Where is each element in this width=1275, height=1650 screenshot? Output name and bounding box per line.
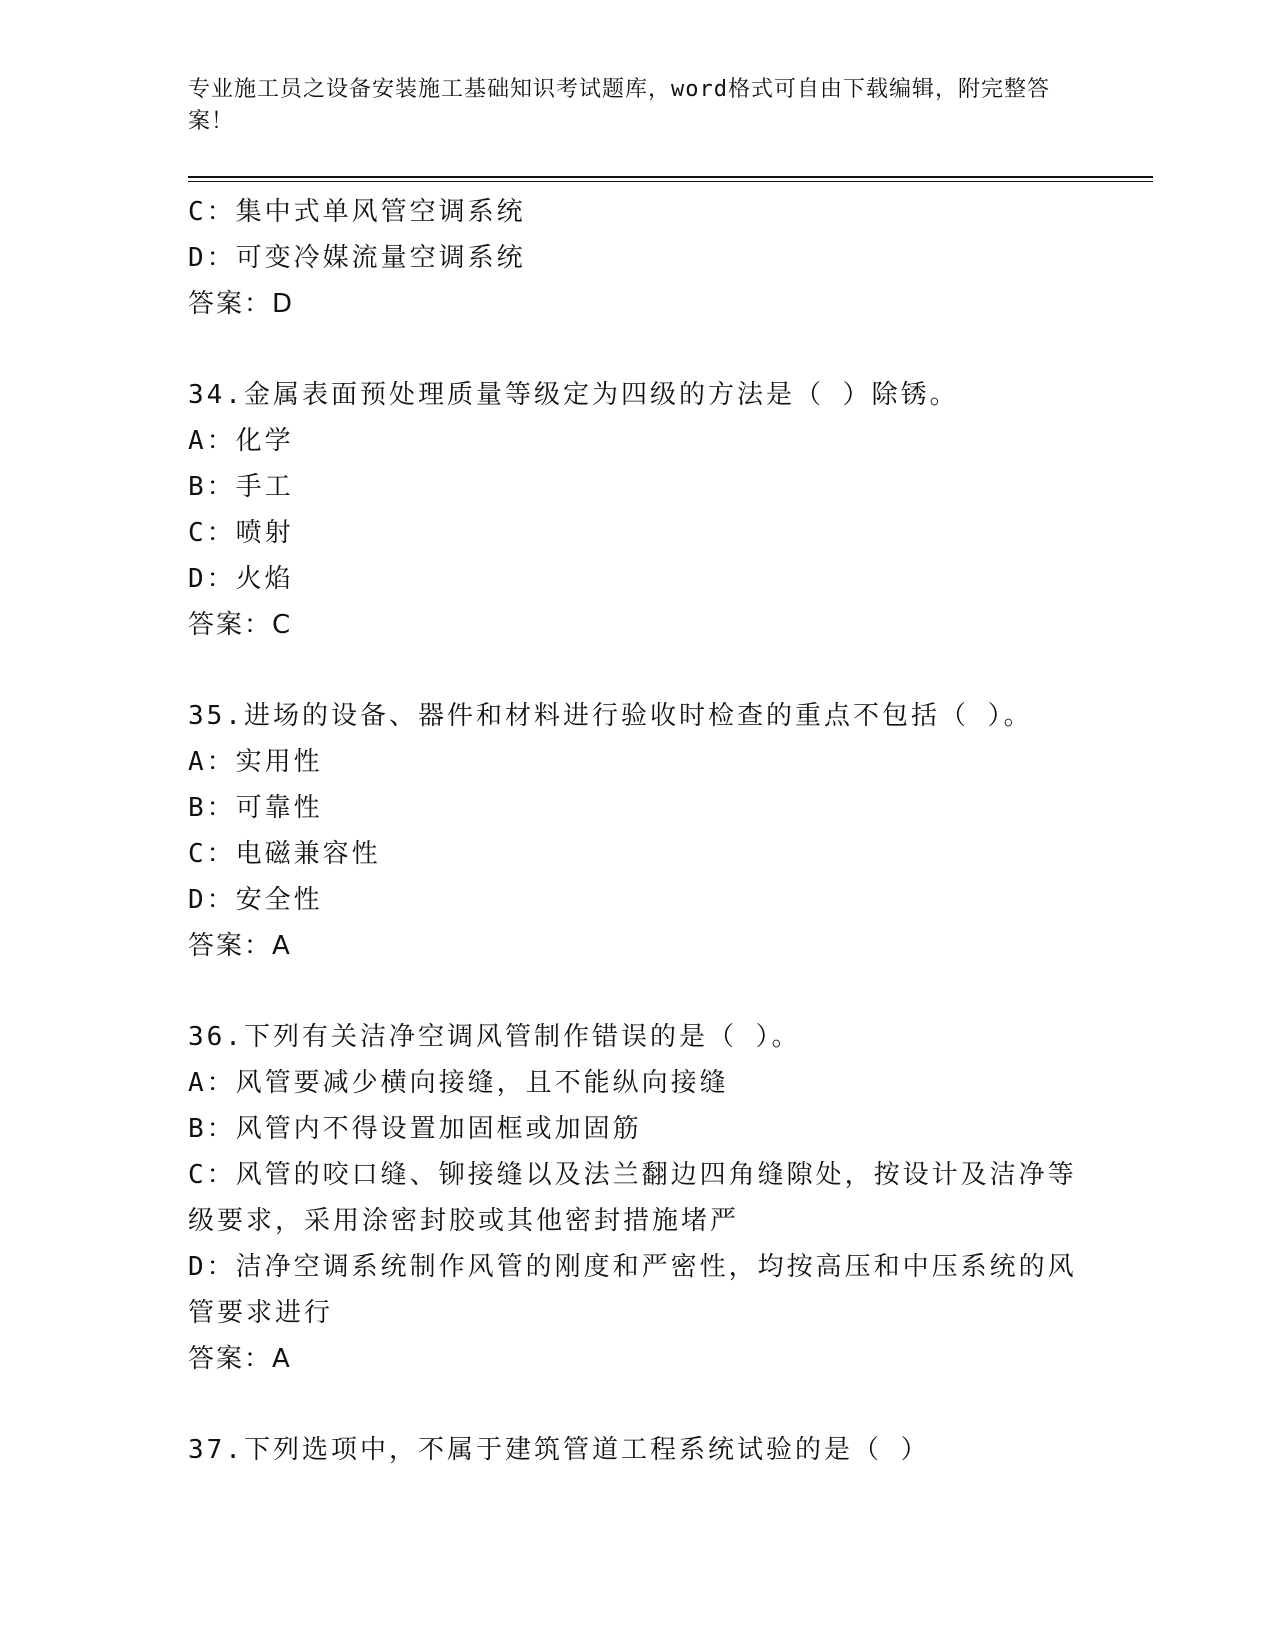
option-line: C：风管的咬口缝、铆接缝以及法兰翻边四角缝隙处，按设计及洁净等级要求，采用涂密封胶或其他密封措施堵严 (188, 1160, 1077, 1236)
option-line: A：实用性 (188, 747, 323, 777)
answer-line: 答案：C (188, 610, 293, 640)
question-body (188, 189, 1078, 1473)
spacer (188, 969, 1078, 1014)
answer-line: 答案：D (188, 289, 295, 319)
option-line: A：化学 (188, 426, 294, 456)
option-line: C：集中式单风管空调系统 (188, 197, 526, 227)
answer-line: 答案：A (188, 1344, 292, 1374)
spacer (188, 1382, 1078, 1427)
option-line: D：火焰 (188, 564, 294, 594)
spacer (188, 648, 1078, 693)
header-divider-thin (188, 181, 1153, 182)
header-divider-thick (188, 176, 1153, 178)
option-line: B：风管内不得设置加固框或加固筋 (188, 1114, 642, 1144)
option-line: B：可靠性 (188, 793, 323, 823)
question-stem: 34.金属表面预处理质量等级定为四级的方法是（ ）除锈。 (188, 380, 959, 410)
spacer (188, 327, 1078, 372)
option-line: C：电磁兼容性 (188, 839, 381, 869)
option-line: B：手工 (188, 472, 294, 502)
answer-line: 答案：A (188, 931, 292, 961)
question-stem: 37.下列选项中，不属于建筑管道工程系统试验的是（ ） (188, 1435, 930, 1465)
option-line: D：安全性 (188, 885, 323, 915)
question-stem: 35.进场的设备、器件和材料进行验收时检查的重点不包括（ ）。 (188, 701, 1033, 731)
option-line: A：风管要减少横向接缝，且不能纵向接缝 (188, 1068, 729, 1098)
document-header: 专业施工员之设备安装施工基础知识考试题库，word格式可自由下载编辑，附完整答案！ (188, 77, 1050, 134)
option-line: D：可变冷媒流量空调系统 (188, 243, 526, 273)
question-stem: 36.下列有关洁净空调风管制作错误的是（ ）。 (188, 1022, 801, 1052)
option-line: D：洁净空调系统制作风管的刚度和严密性，均按高压和中压系统的风管要求进行 (188, 1252, 1077, 1328)
option-line: C：喷射 (188, 518, 294, 548)
